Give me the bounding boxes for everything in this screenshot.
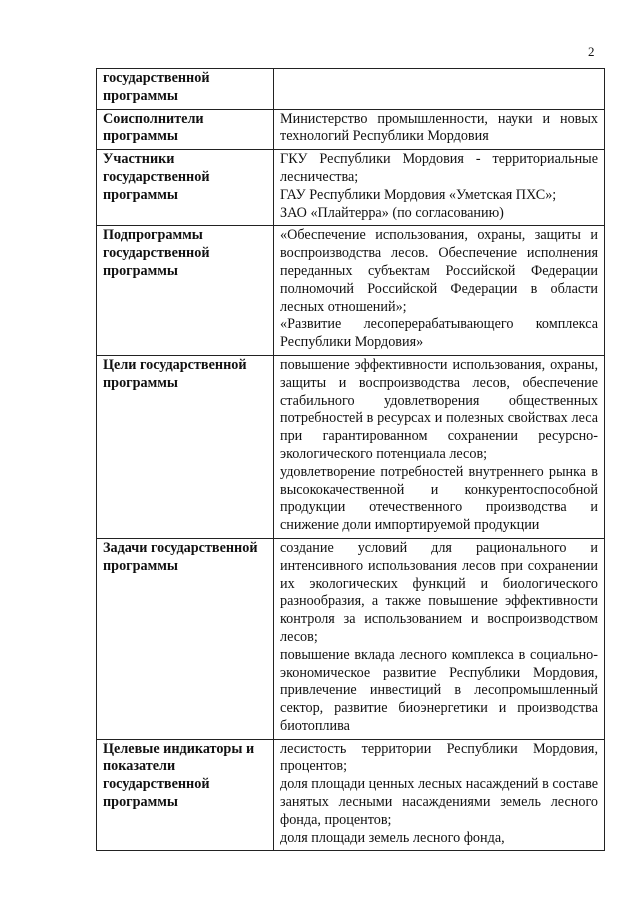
value-paragraph: ГАУ Республики Мордовия «Уметская ПХС»; — [280, 186, 557, 203]
row-label: государственной программы — [97, 69, 274, 110]
value-paragraph: «Развитие лесоперерабатывающего комплекса Республики Мордовия» — [280, 316, 598, 351]
row-label: Соисполнители программы — [97, 109, 274, 150]
table-row — [97, 69, 605, 110]
row-value — [274, 150, 605, 226]
value-paragraph: ЗАО «Плайтерра» (по согласованию) — [280, 204, 504, 221]
table-row — [97, 355, 605, 538]
value-paragraph: доля площади земель лесного фонда, — [280, 829, 505, 846]
row-value — [274, 538, 605, 739]
row-label: Участники государственной программы — [97, 150, 274, 226]
table-row — [97, 538, 605, 739]
table-row — [97, 739, 605, 851]
value-paragraph: создание условий для рационального и интенсивного использования лесов при сохранении их экологических функций и биологического разнообразия, а также повышение эффективности контроля за использованием и воспроизводством лесов; — [280, 539, 598, 645]
row-label: Целевые индикаторы и показатели государственной программы — [97, 739, 274, 851]
table-row — [97, 226, 605, 356]
row-value — [274, 355, 605, 538]
program-passport-table — [96, 68, 605, 851]
value-paragraph: удовлетворение потребностей внутреннего рынка в высококачественной и конкурентоспособной продукции отечественного производства и снижение доли импортируемой продукции — [280, 463, 598, 534]
row-label: Задачи государственной программы — [97, 538, 274, 739]
value-paragraph: повышение эффективности использования, охраны, защиты и воспроизводства лесов, обеспечение стабильного удовлетворения общественных потребностей в ресурсах и полезных свойствах леса при гарантированном сохранении ресурсно-экологического потенциала лесов; — [280, 356, 598, 462]
row-value — [274, 226, 605, 356]
value-paragraph: «Обеспечение использования, охраны, защиты и воспроизводства лесов. Обеспечение исполнения переданных субъектам Российской Федерации полномочий Российской Федерации в области лесных отношений»; — [280, 227, 598, 315]
page-number: 2 — [588, 44, 595, 59]
value-paragraph: ГКУ Республики Мордовия - территориальные лесничества; — [280, 151, 598, 185]
row-label: Цели государственной программы — [97, 355, 274, 538]
value-paragraph: Министерство промышленности, науки и новых технологий Республики Мордовия — [280, 110, 598, 145]
value-paragraph: доля площади ценных лесных насаждений в составе занятых лесными насаждениями земель лесного фонда, процентов; — [280, 776, 598, 828]
table-row — [97, 109, 605, 150]
row-value — [274, 109, 605, 150]
row-value — [274, 739, 605, 851]
table-row — [97, 150, 605, 226]
row-value — [274, 69, 605, 110]
row-label: Подпрограммы государственной программы — [97, 226, 274, 356]
value-paragraph: повышение вклада лесного комплекса в социально-экономическое развитие Республики Мордовия, привлечение инвестиций в лесопромышленный сектор, развитие биоэнергетики и производства биотоплива — [280, 646, 598, 734]
value-paragraph: лесистость территории Республики Мордовия, процентов; — [280, 740, 598, 775]
